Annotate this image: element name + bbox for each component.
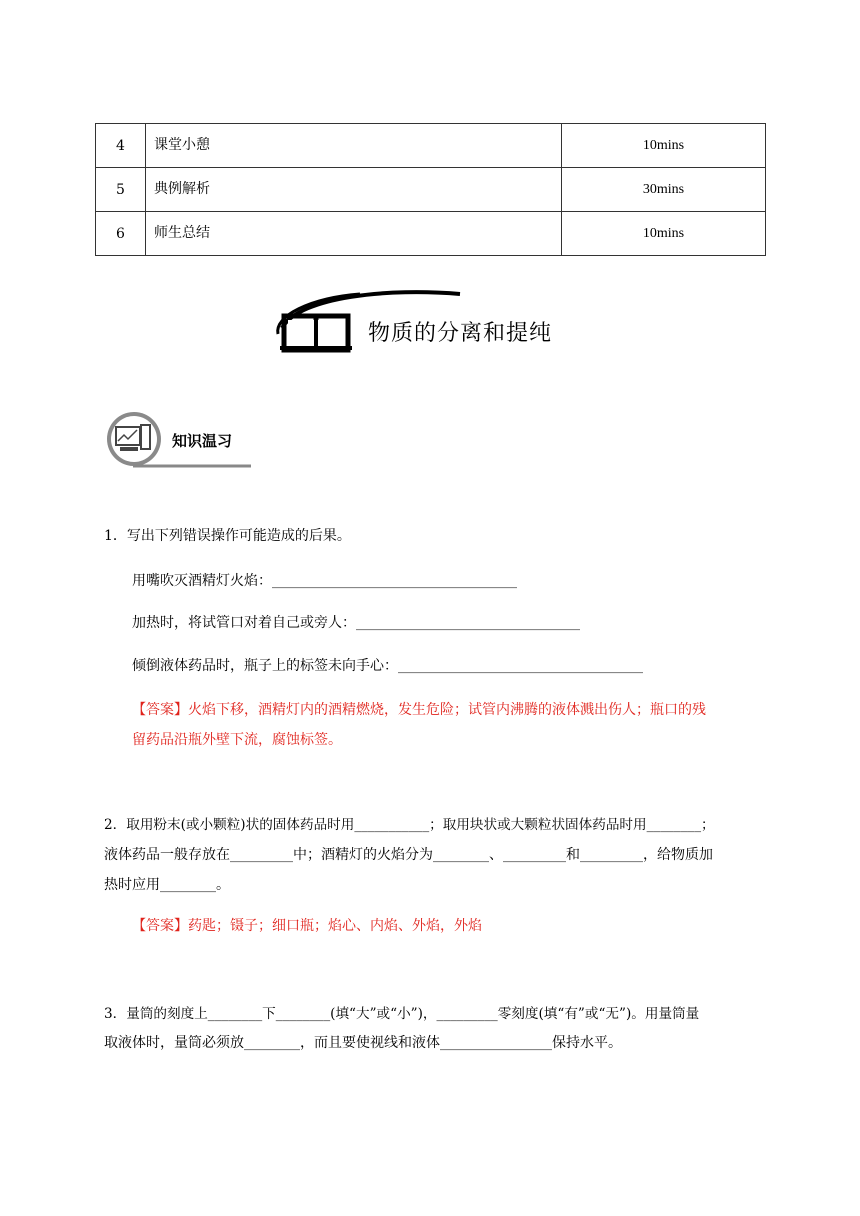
row-number: 5 bbox=[96, 168, 146, 212]
row-activity: 典例解析 bbox=[146, 168, 562, 212]
question-1-item: 加热时，将试管口对着自己或旁人：________________________________ bbox=[132, 615, 580, 631]
table-row bbox=[96, 212, 766, 256]
row-activity: 课堂小憩 bbox=[146, 124, 562, 168]
schedule-table bbox=[95, 123, 766, 256]
answer-1-line: 留药品沿瓶外壁下流，腐蚀标签。 bbox=[132, 732, 342, 748]
question-2-line: 2．取用粉末(或小颗粒)状的固体药品时用___________；取用块状或大颗粒状固体药品时用________； bbox=[104, 817, 715, 833]
section-title: 物质的分离和提纯 bbox=[368, 321, 553, 346]
row-number: 4 bbox=[96, 124, 146, 168]
row-number: 6 bbox=[96, 212, 146, 256]
row-activity: 师生总结 bbox=[146, 212, 562, 256]
question-3-line: 3．量筒的刻度上________下________(填“大”或“小”)，_________零刻度(填“有”或“无”)。用量筒量 bbox=[104, 1006, 700, 1022]
question-2-line: 液体药品一般存放在_________中；酒精灯的火焰分为________、_________和_________，给物质加 bbox=[104, 847, 713, 863]
knowledge-title: 知识温习 bbox=[172, 432, 233, 450]
question-3-line: 取液体时，量筒必须放________，而且要使视线和液体________________保持水平。 bbox=[104, 1035, 622, 1051]
question-1-stem: 1．写出下列错误操作可能造成的后果。 bbox=[104, 528, 351, 544]
question-2-line: 热时应用________。 bbox=[104, 877, 230, 893]
table-row bbox=[96, 124, 766, 168]
row-duration: 10mins bbox=[562, 212, 766, 256]
question-1-item: 用嘴吹灭酒精灯火焰：___________________________________ bbox=[132, 573, 517, 589]
answer-2: 【答案】药匙；镊子；细口瓶；焰心、内焰、外焰，外焰 bbox=[132, 918, 482, 934]
table-row bbox=[96, 168, 766, 212]
row-duration: 10mins bbox=[562, 124, 766, 168]
answer-1-line: 【答案】火焰下移，酒精灯内的酒精燃烧，发生危险；试管内沸腾的液体溅出伤人；瓶口的残 bbox=[132, 702, 706, 718]
row-duration: 30mins bbox=[562, 168, 766, 212]
question-1-item: 倾倒液体药品时，瓶子上的标签未向手心：___________________________________ bbox=[132, 658, 643, 674]
